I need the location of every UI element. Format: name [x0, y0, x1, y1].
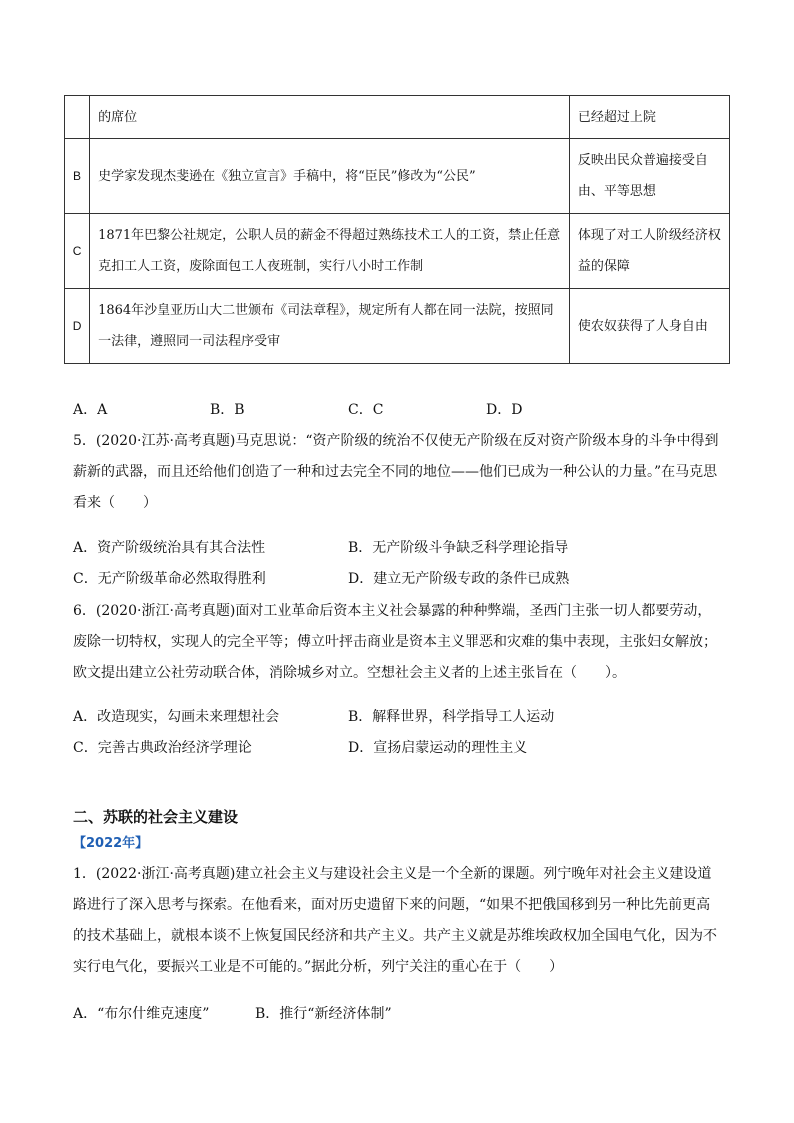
q4-option-d[interactable]: D．D — [486, 402, 523, 418]
row-effect: 反映出民众普遍接受自由、平等思想 — [569, 139, 729, 214]
row-effect: 已经超过上院 — [569, 96, 729, 139]
q6-option-d[interactable]: D．宣扬启蒙运动的理性主义 — [348, 740, 528, 756]
q4-option-a[interactable]: A．A — [73, 402, 108, 418]
q5-option-d[interactable]: D．建立无产阶级专政的条件已成熟 — [348, 571, 570, 587]
row-effect: 体现了对工人阶级经济权益的保障 — [569, 214, 729, 289]
q6-stem: 6．(2020·浙江·高考真题)面对工业革命后资本主义社会暴露的种种弊端，圣西门主张一切人都要劳动，废除一切特权，实现人的完全平等；傅立叶抨击商业是资本主义罪恶和灾难的集中表现，主张妇女解放；欧文提出建立公社劳动联合体，消除城乡对立。空想社会主义者的上述主张旨在（ ）。 — [73, 603, 717, 681]
row-event: 史学家发现杰斐逊在《独立宣言》手稿中，将“臣民”修改为“公民” — [90, 139, 570, 214]
q5-option-a[interactable]: A．资产阶级统治具有其合法性 — [73, 540, 266, 556]
s2-q1-option-b[interactable]: B．推行“新经济体制” — [255, 1006, 392, 1022]
table-row — [65, 139, 730, 214]
q5-option-b[interactable]: B．无产阶级斗争缺乏科学理论指导 — [348, 540, 569, 556]
table-row — [65, 96, 730, 139]
table-row — [65, 214, 730, 289]
q4-option-b[interactable]: B．B — [210, 402, 245, 418]
row-letter — [65, 96, 90, 139]
table-row — [65, 289, 730, 364]
q6-option-c[interactable]: C．完善古典政治经济学理论 — [73, 740, 252, 756]
row-event: 的席位 — [90, 96, 570, 139]
row-letter: B — [65, 139, 90, 214]
row-event: 1871年巴黎公社规定，公职人员的薪金不得超过熟练技术工人的工资，禁止任意克扣工人工资，废除面包工人夜班制，实行八小时工作制 — [90, 214, 570, 289]
answer-table — [64, 95, 730, 364]
row-effect: 使农奴获得了人身自由 — [569, 289, 729, 364]
q6-option-a[interactable]: A．改造现实，勾画未来理想社会 — [73, 709, 280, 725]
year-tag: 【2022年】 — [73, 836, 149, 851]
row-letter: C — [65, 214, 90, 289]
q4-option-c[interactable]: C．C — [348, 402, 384, 418]
section-heading: 二、苏联的社会主义建设 — [73, 808, 239, 826]
q6-option-b[interactable]: B．解释世界，科学指导工人运动 — [348, 709, 555, 725]
q5-stem: 5．(2020·江苏·高考真题)马克思说：“资产阶级的统治不仅使无产阶级在反对资产阶级本身的斗争中得到薪新的武器，而且还给他们创造了一种和过去完全不同的地位——他们已成为一种公认的力量。”在马克思看来（ ） — [73, 433, 719, 511]
q5-option-c[interactable]: C．无产阶级革命必然取得胜利 — [73, 571, 266, 587]
row-event: 1864年沙皇亚历山大二世颁布《司法章程》，规定所有人都在同一法院，按照同一法律，遵照同一司法程序受审 — [90, 289, 570, 364]
row-letter: D — [65, 289, 90, 364]
s2-q1-option-a[interactable]: A．“布尔什维克速度” — [73, 1006, 210, 1022]
s2-q1-stem: 1．(2022·浙江·高考真题)建立社会主义与建设社会主义是一个全新的课题。列宁晚年对社会主义建设道路进行了深入思考与探索。在他看来，面对历史遗留下来的问题，“如果不把俄国移到另一种比先前更高的技术基础上，就根本谈不上恢复国民经济和共产主义。共产主义就是苏维埃政权加全国电气化，因为不实行电气化，要振兴工业是不可能的。”据此分析，列宁关注的重心在于（ ） — [73, 866, 717, 975]
